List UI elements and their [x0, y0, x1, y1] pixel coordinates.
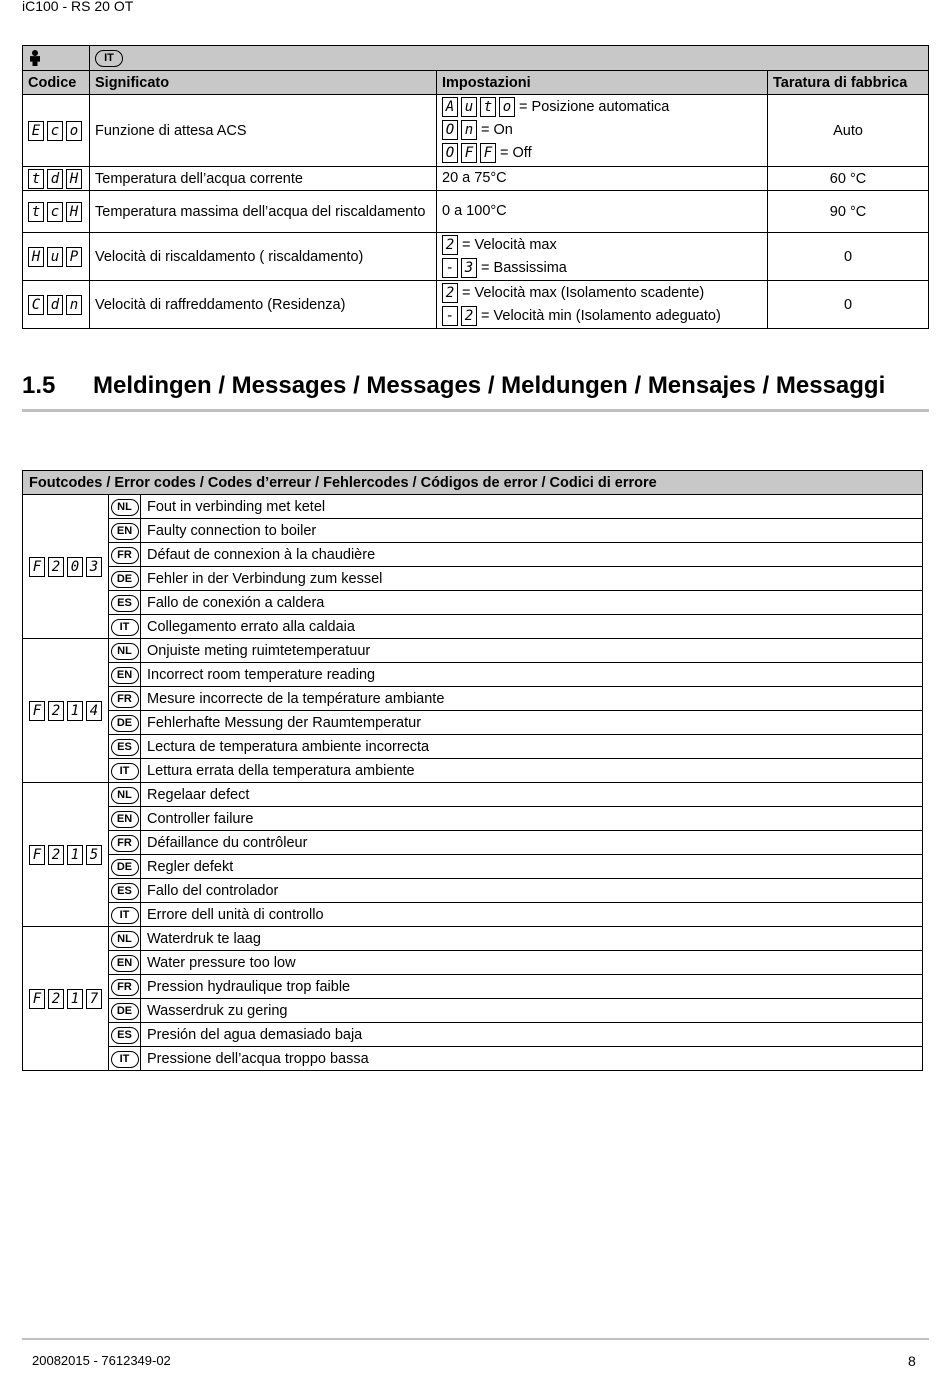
lang-cell — [109, 927, 141, 951]
lcd-code-cdn — [28, 295, 82, 315]
lcd-digit: c — [47, 202, 63, 222]
error-row — [23, 927, 923, 951]
settings-cell — [437, 95, 768, 167]
parameter-table — [22, 45, 929, 329]
error-text: Fout in verbinding met ketel — [141, 495, 923, 519]
lcd-digit: H — [66, 169, 82, 189]
lang-cell — [109, 687, 141, 711]
lcd-digit: d — [47, 169, 63, 189]
error-table-title: Foutcodes / Error codes / Codes d’erreur / Fehlercodes / Códigos de error / Codici di errore — [23, 471, 923, 495]
lcd-digit: t — [28, 169, 44, 189]
error-text: Lettura errata della temperatura ambiente — [141, 759, 923, 783]
settings-cell — [437, 191, 768, 233]
code-cell — [23, 95, 90, 167]
lcd-digit: O — [442, 143, 458, 163]
lcd-digit: d — [47, 295, 63, 315]
lcd-digit: 3 — [86, 557, 102, 577]
lang-badge-es: ES — [111, 739, 139, 756]
lcd-digit: A — [442, 97, 458, 117]
lang-cell — [109, 663, 141, 687]
lcd-error-f217 — [29, 989, 102, 1009]
lang-badge-fr: FR — [111, 835, 139, 852]
meaning-cell: Funzione di attesa ACS — [90, 95, 437, 167]
setting-line — [442, 119, 762, 142]
lcd-digit: H — [28, 247, 44, 267]
lcd-setting — [442, 97, 515, 117]
setting-text: = Bassissima — [481, 259, 567, 276]
parameter-row — [23, 281, 929, 329]
lcd-digit: H — [66, 202, 82, 222]
lcd-digit: F — [29, 701, 45, 721]
lang-cell — [109, 519, 141, 543]
code-cell — [23, 191, 90, 233]
lcd-code-tdh — [28, 169, 82, 189]
meaning-cell: Temperatura massima dell’acqua del riscaldamento — [90, 191, 437, 233]
lang-badge-en: EN — [111, 667, 139, 684]
section-title: Meldingen / Messages / Messages / Meldungen / Mensajes / Messaggi — [93, 372, 886, 399]
error-row — [23, 495, 923, 519]
lcd-digit: F — [29, 989, 45, 1009]
factory-cell: 60 °C — [768, 167, 929, 191]
lcd-digit: 4 — [86, 701, 102, 721]
setting-line — [442, 234, 762, 257]
lang-cell — [109, 759, 141, 783]
error-text: Lectura de temperatura ambiente incorrecta — [141, 735, 923, 759]
lcd-code-tch — [28, 202, 82, 222]
lcd-setting — [442, 283, 458, 303]
error-text: Fehler in der Verbindung zum kessel — [141, 567, 923, 591]
lang-badge-es: ES — [111, 595, 139, 612]
lang-badge-en: EN — [111, 811, 139, 828]
lang-badge-it: IT — [111, 1051, 139, 1068]
error-text: Regler defekt — [141, 855, 923, 879]
factory-cell: Auto — [768, 95, 929, 167]
setting-text: 0 a 100°C — [442, 203, 507, 219]
lang-badge-fr: FR — [111, 979, 139, 996]
lang-cell — [109, 639, 141, 663]
error-text: Fehlerhafte Messung der Raumtemperatur — [141, 711, 923, 735]
error-row — [23, 591, 923, 615]
error-text: Presión del agua demasiado baja — [141, 1023, 923, 1047]
lang-badge-it: IT — [111, 619, 139, 636]
lcd-digit: c — [47, 121, 63, 141]
lcd-digit: 2 — [461, 306, 477, 326]
lcd-setting — [442, 235, 458, 255]
lcd-digit: F — [29, 845, 45, 865]
parameter-row — [23, 191, 929, 233]
error-row — [23, 807, 923, 831]
lcd-digit: t — [28, 202, 44, 222]
lcd-digit: 2 — [442, 235, 458, 255]
code-cell — [23, 281, 90, 329]
meaning-cell: Temperatura dell’acqua corrente — [90, 167, 437, 191]
lang-badge-fr: FR — [111, 691, 139, 708]
error-row — [23, 831, 923, 855]
user-icon-cell — [23, 46, 90, 71]
setting-line — [442, 167, 762, 190]
setting-line — [442, 200, 762, 223]
lcd-digit: 1 — [67, 845, 83, 865]
error-text: Fallo de conexión a caldera — [141, 591, 923, 615]
meaning-cell: Velocità di raffreddamento (Residenza) — [90, 281, 437, 329]
footer-rule — [22, 1338, 929, 1340]
setting-line — [442, 257, 762, 280]
lcd-digit: P — [66, 247, 82, 267]
settings-cell — [437, 233, 768, 281]
error-code-cell — [23, 927, 109, 1071]
lang-cell — [109, 615, 141, 639]
lcd-digit: 1 — [67, 701, 83, 721]
code-cell — [23, 167, 90, 191]
error-text: Pressione dell’acqua troppo bassa — [141, 1047, 923, 1071]
lcd-digit: 2 — [48, 701, 64, 721]
error-text: Errore dell unità di controllo — [141, 903, 923, 927]
error-row — [23, 903, 923, 927]
error-text: Onjuiste meting ruimtetemperatuur — [141, 639, 923, 663]
error-code-cell — [23, 783, 109, 927]
setting-line — [442, 142, 762, 165]
error-text: Défaillance du contrôleur — [141, 831, 923, 855]
lang-cell — [109, 1023, 141, 1047]
lang-cell — [109, 807, 141, 831]
document-header: iC100 - RS 20 OT — [22, 0, 134, 14]
error-text: Mesure incorrecte de la température ambiante — [141, 687, 923, 711]
error-row — [23, 663, 923, 687]
lang-cell — [109, 879, 141, 903]
setting-text: = Velocità max — [462, 236, 557, 253]
section-heading — [22, 372, 885, 400]
lang-badge-de: DE — [111, 715, 139, 732]
error-row — [23, 639, 923, 663]
lang-cell — [109, 831, 141, 855]
error-row — [23, 687, 923, 711]
error-text: Controller failure — [141, 807, 923, 831]
lang-badge-it: IT — [95, 50, 123, 67]
lang-badge-es: ES — [111, 1027, 139, 1044]
col-header-factory: Taratura di fabbrica — [768, 71, 929, 95]
error-code-cell — [23, 639, 109, 783]
error-text: Fallo del controlador — [141, 879, 923, 903]
lcd-digit: C — [28, 295, 44, 315]
col-header-settings: Impostazioni — [437, 71, 768, 95]
lcd-setting — [442, 120, 477, 140]
error-row — [23, 543, 923, 567]
lcd-setting — [442, 258, 477, 278]
col-header-meaning: Significato — [90, 71, 437, 95]
error-text: Incorrect room temperature reading — [141, 663, 923, 687]
lang-badge-nl: NL — [111, 643, 139, 660]
lcd-digit: F — [480, 143, 496, 163]
lcd-setting — [442, 306, 477, 326]
lcd-digit: 2 — [48, 989, 64, 1009]
lcd-digit: 3 — [461, 258, 477, 278]
lcd-code-hup — [28, 247, 82, 267]
lang-badge-en: EN — [111, 955, 139, 972]
error-row — [23, 999, 923, 1023]
section-number: 1.5 — [22, 372, 56, 399]
lcd-digit: - — [442, 258, 458, 278]
lang-cell — [109, 999, 141, 1023]
lcd-digit: o — [499, 97, 515, 117]
lang-cell — [109, 711, 141, 735]
lcd-digit: 2 — [442, 283, 458, 303]
lcd-digit: E — [28, 121, 44, 141]
lang-badge-cell — [90, 46, 929, 71]
lang-badge-de: DE — [111, 859, 139, 876]
setting-line — [442, 282, 762, 305]
lcd-code-eco — [28, 121, 82, 141]
footer-doc-id: 20082015 - 7612349-02 — [32, 1353, 171, 1368]
error-row — [23, 1023, 923, 1047]
setting-line — [442, 305, 762, 328]
error-row — [23, 735, 923, 759]
setting-text: = On — [481, 122, 513, 138]
lang-cell — [109, 543, 141, 567]
lang-cell — [109, 735, 141, 759]
lang-cell — [109, 783, 141, 807]
error-row — [23, 711, 923, 735]
lcd-digit: 7 — [86, 989, 102, 1009]
error-row — [23, 615, 923, 639]
error-codes-table — [22, 470, 923, 1071]
lang-cell — [109, 495, 141, 519]
error-row — [23, 759, 923, 783]
lang-badge-it: IT — [111, 907, 139, 924]
error-row — [23, 1047, 923, 1071]
lcd-digit: F — [461, 143, 477, 163]
error-text: Water pressure too low — [141, 951, 923, 975]
lcd-digit: 2 — [48, 845, 64, 865]
footer-page-number: 8 — [908, 1353, 916, 1369]
lcd-digit: F — [29, 557, 45, 577]
lang-cell — [109, 903, 141, 927]
setting-text: = Velocità max (Isolamento scadente) — [462, 284, 705, 301]
error-row — [23, 855, 923, 879]
settings-cell — [437, 167, 768, 191]
col-header-code: Codice — [23, 71, 90, 95]
error-row — [23, 951, 923, 975]
lang-badge-de: DE — [111, 1003, 139, 1020]
person-icon — [28, 50, 42, 66]
parameter-row — [23, 233, 929, 281]
lcd-digit: 1 — [67, 989, 83, 1009]
lcd-digit: n — [461, 120, 477, 140]
meaning-cell: Velocità di riscaldamento ( riscaldamento) — [90, 233, 437, 281]
setting-text: 20 a 75°C — [442, 170, 507, 186]
lcd-digit: 5 — [86, 845, 102, 865]
factory-cell: 90 °C — [768, 191, 929, 233]
error-row — [23, 567, 923, 591]
settings-cell — [437, 281, 768, 329]
setting-text: = Posizione automatica — [519, 99, 670, 115]
lang-badge-it: IT — [111, 763, 139, 780]
factory-cell: 0 — [768, 281, 929, 329]
lcd-digit: 2 — [48, 557, 64, 577]
error-row — [23, 879, 923, 903]
lcd-digit: n — [66, 295, 82, 315]
error-text: Faulty connection to boiler — [141, 519, 923, 543]
lang-cell — [109, 855, 141, 879]
lang-cell — [109, 591, 141, 615]
lcd-digit: t — [480, 97, 496, 117]
lang-cell — [109, 951, 141, 975]
error-text: Wasserdruk zu gering — [141, 999, 923, 1023]
error-row — [23, 519, 923, 543]
lang-badge-nl: NL — [111, 931, 139, 948]
lcd-digit: o — [66, 121, 82, 141]
parameter-row — [23, 167, 929, 191]
lcd-digit: u — [47, 247, 63, 267]
error-row — [23, 975, 923, 999]
lang-cell — [109, 1047, 141, 1071]
lang-badge-en: EN — [111, 523, 139, 540]
error-text: Waterdruk te laag — [141, 927, 923, 951]
lcd-digit: u — [461, 97, 477, 117]
lcd-digit: 0 — [67, 557, 83, 577]
lang-cell — [109, 567, 141, 591]
error-row — [23, 783, 923, 807]
code-cell — [23, 233, 90, 281]
error-text: Pression hydraulique trop faible — [141, 975, 923, 999]
lcd-digit: - — [442, 306, 458, 326]
parameter-row — [23, 95, 929, 167]
factory-cell: 0 — [768, 233, 929, 281]
lcd-error-f203 — [29, 557, 102, 577]
lcd-error-f215 — [29, 845, 102, 865]
lang-cell — [109, 975, 141, 999]
lang-badge-fr: FR — [111, 547, 139, 564]
lang-badge-es: ES — [111, 883, 139, 900]
error-text: Collegamento errato alla caldaia — [141, 615, 923, 639]
lcd-setting — [442, 143, 496, 163]
lcd-error-f214 — [29, 701, 102, 721]
setting-text: = Velocità min (Isolamento adeguato) — [481, 307, 721, 324]
setting-text: = Off — [500, 145, 532, 161]
setting-line — [442, 96, 762, 119]
error-text: Regelaar defect — [141, 783, 923, 807]
lang-badge-nl: NL — [111, 787, 139, 804]
lang-badge-nl: NL — [111, 499, 139, 516]
lcd-digit: O — [442, 120, 458, 140]
lang-badge-de: DE — [111, 571, 139, 588]
error-code-cell — [23, 495, 109, 639]
section-rule — [22, 409, 929, 412]
error-text: Défaut de connexion à la chaudière — [141, 543, 923, 567]
